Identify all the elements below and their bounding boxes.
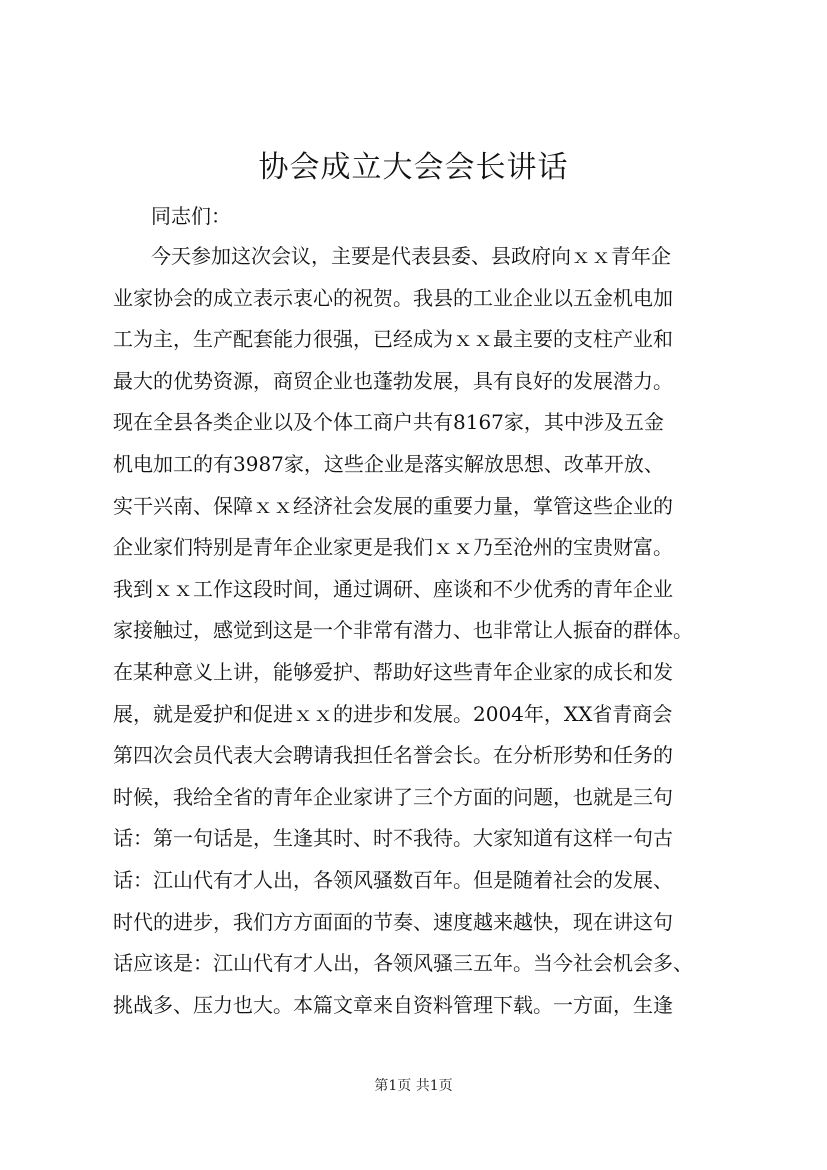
body-line: 机电加工的有3987家，这些企业是落实解放思想、改革开放、 [113, 451, 664, 476]
body-line: 最大的优势资源，商贸企业也蓬勃发展，具有良好的发展潜力。 [113, 368, 673, 393]
body-line: 时候，我给全省的青年企业家讲了三个方面的问题，也就是三句 [113, 784, 673, 809]
body-line: 业家协会的成立表示衷心的祝贺。我县的工业企业以五金机电加 [113, 285, 673, 310]
body-line: 企业家们特别是青年企业家更是我们ｘｘ乃至沧州的宝贵财富。 [113, 535, 673, 560]
body-line: 展，就是爱护和促进ｘｘ的进步和发展。2004年，XX省青商会 [113, 701, 673, 726]
body-line: 实干兴南、保障ｘｘ经济社会发展的重要力量，掌管这些企业的 [113, 493, 673, 518]
body-line: 今天参加这次会议，主要是代表县委、县政府向ｘｘ青年企 [151, 244, 671, 268]
body-line: 我到ｘｘ工作这段时间，通过调研、座谈和不少优秀的青年企业 [113, 576, 673, 601]
salutation: 同志们： [151, 204, 231, 228]
body-line: 话：江山代有才人出，各领风骚数百年。但是随着社会的发展、 [113, 867, 673, 892]
body-line: 挑战多、压力也大。本篇文章来自资料管理下载。一方面，生逢 [113, 992, 673, 1017]
body-line: 话：第一句话是，生逢其时、时不我待。大家知道有这样一句古 [113, 826, 673, 851]
document-title: 协会成立大会会长讲话 [258, 150, 569, 185]
body-line: 第四次会员代表大会聘请我担任名誉会长。在分析形势和任务的 [113, 743, 673, 768]
body-line: 工为主，生产配套能力很强，已经成为ｘｘ最主要的支柱产业和 [113, 327, 673, 352]
body-line: 时代的进步，我们方方面面的节奏、速度越来越快，现在讲这句 [113, 909, 673, 934]
page-number-footer: 第1页 共1页 [374, 1078, 453, 1094]
body-line: 在某种意义上讲，能够爱护、帮助好这些青年企业家的成长和发 [113, 659, 673, 684]
body-line: 话应该是：江山代有才人出，各领风骚三五年。当今社会机会多、 [113, 951, 693, 976]
document-body [113, 236, 723, 1026]
body-line: 现在全县各类企业以及个体工商户共有8167家，其中涉及五金 [113, 410, 664, 435]
body-line: 家接触过，感觉到这是一个非常有潜力、也非常让人振奋的群体。 [113, 618, 693, 643]
